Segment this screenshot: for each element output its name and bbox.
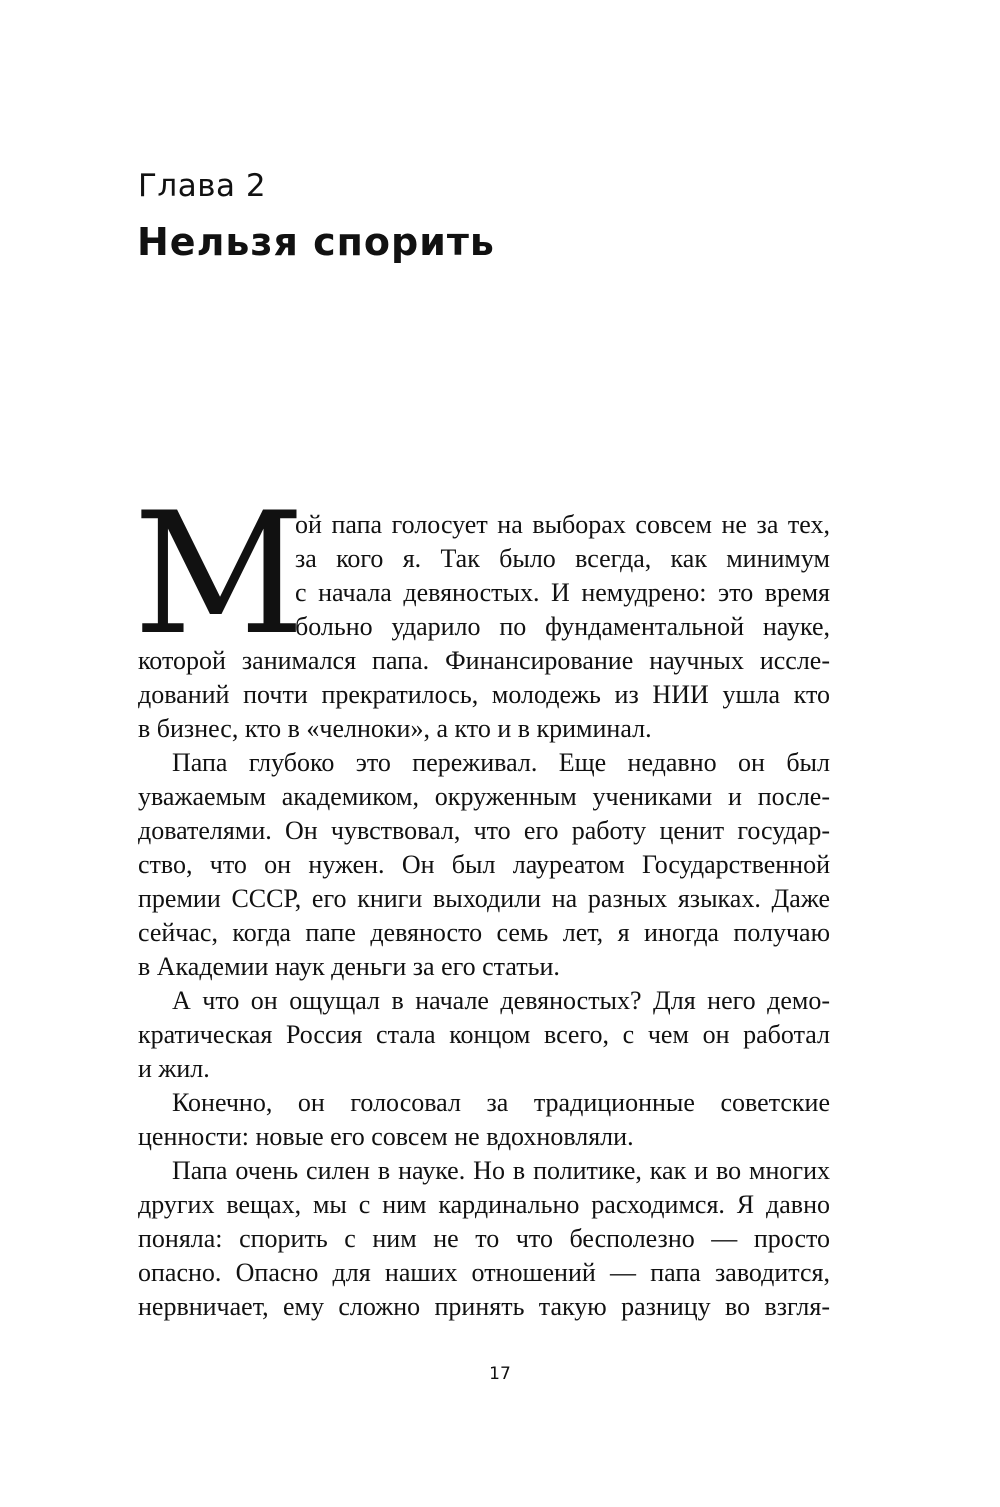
paragraph <box>138 984 830 1086</box>
text-line: ство, что он нужен. Он был лауреатом Государственной <box>138 850 830 879</box>
text-line: уважаемым академиком, окруженным учениками и после- <box>138 782 830 811</box>
text-line: и жил. <box>138 1054 210 1083</box>
body-text <box>138 508 830 1324</box>
text-line: опасно. Опасно для наших отношений — папа заводится, <box>138 1258 830 1287</box>
drop-cap: М <box>133 476 306 672</box>
text-line: с начала девяностых. И немудрено: это время <box>295 578 830 607</box>
text-line: в бизнес, кто в «челноки», а кто и в криминал. <box>138 714 652 743</box>
text-line: Конечно, он голосовал за традиционные советские <box>172 1088 830 1117</box>
paragraph <box>138 1154 830 1324</box>
paragraph <box>138 1086 830 1154</box>
paragraph <box>138 508 830 746</box>
text-line: больно ударило по фундаментальной науке, <box>295 612 830 641</box>
text-line: сейчас, когда папе девяносто семь лет, я иногда получаю <box>138 918 830 947</box>
text-line: дователями. Он чувствовал, что его работу ценит государ- <box>138 816 830 845</box>
chapter-title: Нельзя спорить <box>137 220 495 264</box>
text-line: нервничает, ему сложно принять такую разницу во взгля- <box>138 1292 830 1321</box>
text-line: других вещах, мы с ним кардинально расходимся. Я давно <box>138 1190 830 1219</box>
text-line: премии СССР, его книги выходили на разных языках. Даже <box>138 884 830 913</box>
text-line: ой папа голосует на выборах совсем не за тех, <box>295 510 830 539</box>
chapter-label: Глава 2 <box>138 168 267 204</box>
page-number: 17 <box>489 1364 511 1384</box>
text-line: ценности: новые его совсем не вдохновляли. <box>138 1122 634 1151</box>
text-line: в Академии наук деньги за его статьи. <box>138 952 560 981</box>
text-line: А что он ощущал в начале девяностых? Для него демо- <box>172 986 830 1015</box>
text-line: которой занимался папа. Финансирование научных иссле- <box>138 646 830 675</box>
text-line: кратическая Россия стала концом всего, с чем он работал <box>138 1020 830 1049</box>
text-line: Папа очень силен в науке. Но в политике, как и во многих <box>172 1156 830 1185</box>
text-line: за кого я. Так было всегда, как минимум <box>295 544 830 573</box>
text-line: поняла: спорить с ним не то что бесполезно — просто <box>138 1224 830 1253</box>
text-line: дований почти прекратилось, молодежь из НИИ ушла кто <box>138 680 830 709</box>
text-line: Папа глубоко это переживал. Еще недавно он был <box>172 748 830 777</box>
paragraph <box>138 746 830 984</box>
